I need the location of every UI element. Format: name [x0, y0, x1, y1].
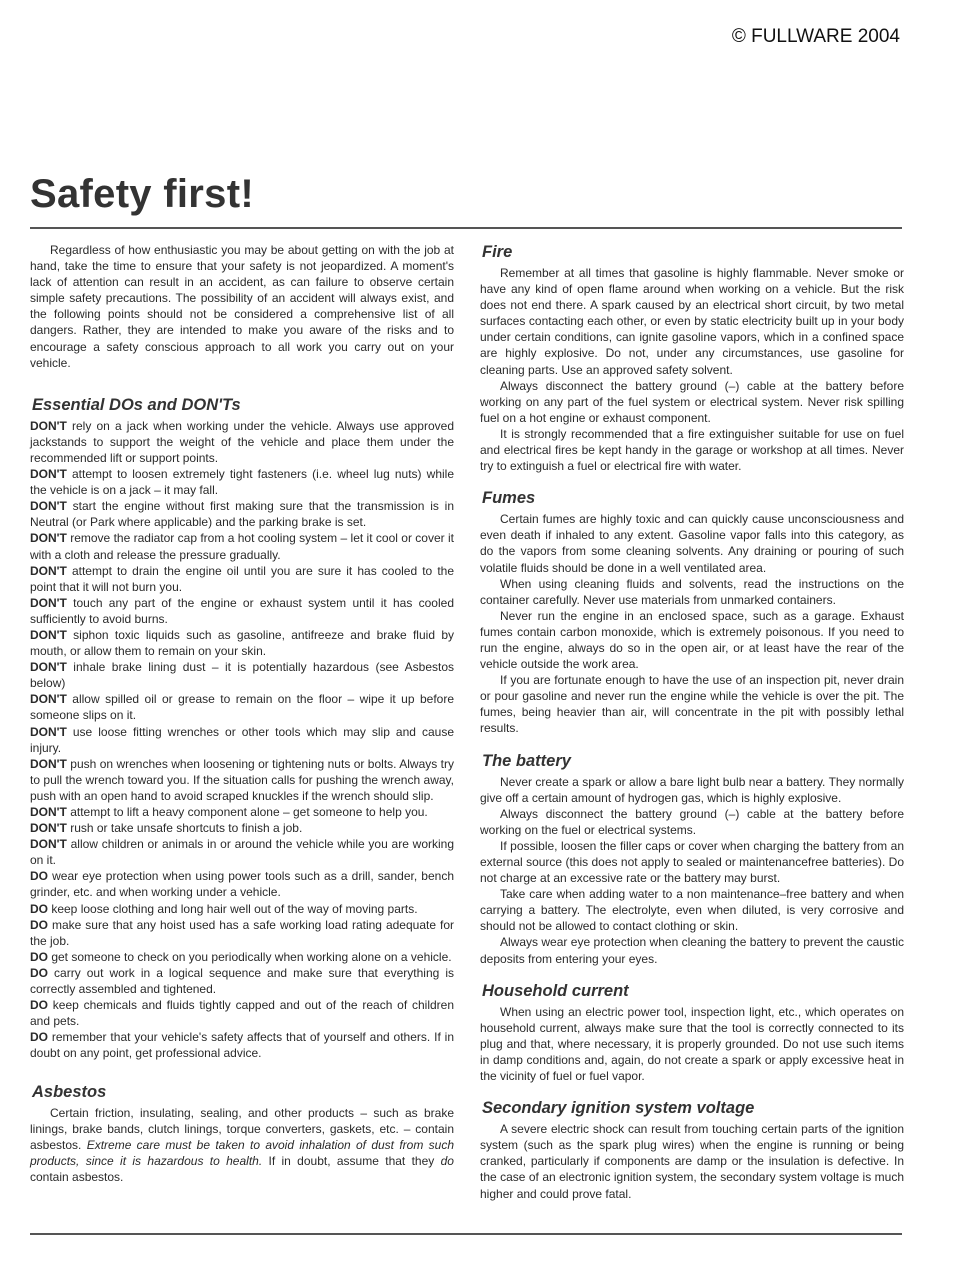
- dos-donts-keyword: DON'T: [30, 821, 67, 836]
- dos-donts-keyword: DON'T: [30, 660, 67, 675]
- dos-donts-keyword: DO: [30, 965, 48, 980]
- dos-donts-text: get someone to check on you periodically when working alone on a vehicle.: [48, 949, 452, 964]
- dos-donts-item: [30, 868, 454, 900]
- dos-donts-keyword: DON'T: [30, 837, 67, 852]
- dos-donts-keyword: DO: [30, 998, 48, 1013]
- body-paragraph: Always wear eye protection when cleaning the battery to prevent the caustic deposits from entering your eyes.: [480, 935, 904, 966]
- fumes-paragraphs: [480, 511, 904, 736]
- household-paragraphs: [480, 1004, 904, 1084]
- dos-donts-item: [30, 563, 454, 595]
- dos-donts-text: carry out work in a logical sequence and make sure that everything is correctly assembled and tightened.: [30, 965, 454, 997]
- dos-donts-text: allow spilled oil or grease to remain on the floor – wipe it up before someone slips on it.: [30, 692, 454, 723]
- footer-divider: [30, 1233, 902, 1235]
- dos-donts-text: inhale brake lining dust – it is potentially hazardous (see Asbestos below): [30, 660, 454, 691]
- section-heading-fumes: Fumes: [482, 489, 536, 508]
- dos-donts-keyword: DON'T: [30, 805, 67, 819]
- asbestos-warning: Extreme care must be taken to avoid inhalation of dust from such products, since it is hazardous to health.: [30, 1137, 454, 1168]
- section-battery: [480, 751, 904, 967]
- body-paragraph: Always disconnect the battery ground (–) cable at the battery before working on any part of the fuel system or electrical system. Never risk spilling fuel on a hot engine or exhaust component.: [480, 378, 904, 425]
- dos-donts-list: [30, 418, 454, 1062]
- body-paragraph: When using an electric power tool, inspection light, etc., which operates on household current, always make sure that the tool is correctly connected to its plug and that, where necessary, it is properly grounded. Do not use such items in damp conditions and, again, do not create a spark or apply excessive heat in the vicinity of fuel or fuel vapor.: [480, 1004, 904, 1084]
- dos-donts-keyword: DON'T: [30, 595, 67, 610]
- dos-donts-text: allow children or animals in or around the vehicle while you are working on it.: [30, 837, 454, 868]
- dos-donts-item: [30, 595, 454, 627]
- body-paragraph: Certain fumes are highly toxic and can quickly cause unconsciousness and even death if inhaled to any extent. Gasoline vapor falls into this category, as do the vapors from some cleaning solvents. Any draining or pouring of such volatile fluids should be done in a well ventilated area.: [480, 512, 904, 575]
- body-paragraph: If possible, loosen the filler caps or cover when charging the battery from an external source (this does not apply to sealed or maintenancefree batteries). Do not charge at an excessive rate or the battery may burst.: [480, 838, 904, 886]
- dos-donts-item: [30, 627, 454, 659]
- section-heading-essential: Essential DOs and DON'Ts: [32, 395, 241, 414]
- dos-donts-text: use loose fitting wrenches or other tools which may slip and cause injury.: [30, 724, 454, 755]
- dos-donts-item: [30, 756, 454, 804]
- dos-donts-item: [30, 724, 454, 756]
- dos-donts-keyword: DON'T: [30, 563, 67, 578]
- body-paragraph: When using cleaning fluids and solvents, read the instructions on the container carefully. Never use materials from unmarked containers.: [480, 576, 904, 607]
- asbestos-emphasis: do: [440, 1153, 454, 1168]
- section-ignition: [480, 1098, 904, 1201]
- section-heading-asbestos: Asbestos: [32, 1082, 107, 1101]
- dos-donts-keyword: DON'T: [30, 499, 67, 514]
- dos-donts-text: attempt to lift a heavy component alone – get someone to help you.: [66, 805, 428, 819]
- body-paragraph: Take care when adding water to a non maintenance–free battery and when carrying a battery. The electrolyte, even when diluted, is very corrosive and should not be allowed to contact clothing or skin.: [480, 887, 904, 934]
- dos-donts-item: [30, 836, 454, 868]
- dos-donts-text: start the engine without first making sure that the transmission is in Neutral (or Park where applicable) and the parking brake is set.: [30, 499, 454, 530]
- dos-donts-item: [30, 997, 454, 1029]
- dos-donts-item: [30, 466, 454, 498]
- asbestos-text-end: contain asbestos.: [30, 1169, 124, 1184]
- body-paragraph: Remember at all times that gasoline is highly flammable. Never smoke or have any kind of open flame around when working on a vehicle. But the risk does not end there. A spark caused by an electrical short circuit, by two metal surfaces contacting each other, or even by static electricity built up in your body under certain conditions, can ignite gasoline vapors, which in a confined space are highly explosive. Do not, under any circumstances, use gasoline for cleaning parts. Use an approved safety solvent.: [480, 266, 904, 377]
- dos-donts-item: [30, 804, 454, 820]
- dos-donts-text: touch any part of the engine or exhaust system until it has cooled sufficiently to avoid burns.: [30, 595, 454, 626]
- dos-donts-text: keep chemicals and fluids tightly capped and out of the reach of children and pets.: [30, 998, 454, 1029]
- dos-donts-keyword: DON'T: [30, 467, 67, 482]
- dos-donts-keyword: DO: [30, 917, 48, 932]
- body-paragraph: A severe electric shock can result from touching certain parts of the ignition system (such as the spark plug wires) when the engine is running or being cranked, particularly if components are damp or the insulation is defective. In the case of an electronic ignition system, the secondary system voltage is much higher and could prove fatal.: [480, 1122, 904, 1201]
- page-title: Safety first!: [30, 172, 254, 216]
- dos-donts-text: push on wrenches when loosening or tightening nuts or bolts. Always try to pull the wrench toward you. If the situation calls for pushing the wrench away, push with an open hand to avoid scraped knuckles if the wrench should slip.: [30, 756, 454, 803]
- intro-paragraph: Regardless of how enthusiastic you may be about getting on with the job at hand, take the time to ensure that your safety is not jeopardized. A moment's lack of attention can result in an accident, as can failure to observe certain simple safety precautions. The possibility of an accident will always exist, and the following points should not be considered a comprehensive list of all dangers. Rather, they are intended to make you aware of the risks and to encourage a safety conscious approach to all work you carry out on your vehicle.: [30, 243, 454, 370]
- dos-donts-keyword: DON'T: [30, 724, 67, 739]
- dos-donts-text: make sure that any hoist used has a safe working load rating adequate for the job.: [30, 917, 454, 948]
- body-paragraph: It is strongly recommended that a fire extinguisher suitable for use on fuel and electrical fires be kept handy in the garage or workshop at all times. Never try to extinguish a fuel or electrical fire with water.: [480, 426, 904, 474]
- dos-donts-text: siphon toxic liquids such as gasoline, antifreeze and brake fluid by mouth, or allow them to remain on your skin.: [30, 627, 454, 659]
- dos-donts-item: [30, 917, 454, 949]
- ignition-paragraphs: [480, 1121, 904, 1201]
- right-column: [480, 242, 904, 1216]
- body-paragraph: Never create a spark or allow a bare light bulb near a battery. They normally give off a certain amount of hydrogen gas, which is highly explosive.: [480, 774, 904, 805]
- dos-donts-text: attempt to drain the engine oil until you are sure it has cooled to the point that it will not burn you.: [30, 563, 454, 594]
- dos-donts-item: [30, 498, 454, 530]
- dos-donts-keyword: DON'T: [30, 418, 67, 433]
- dos-donts-keyword: DO: [30, 949, 48, 964]
- body-paragraph: If you are fortunate enough to have the use of an inspection pit, never drain or pour gasoline and never run the engine while the vehicle is over the pit. The fumes, being heavier than air, will concentrate in the pit with possibly lethal results.: [480, 673, 904, 736]
- dos-donts-item: [30, 820, 454, 836]
- copyright-notice: © FULLWARE 2004: [731, 26, 900, 47]
- dos-donts-text: rush or take unsafe shortcuts to finish a job.: [66, 821, 303, 836]
- dos-donts-keyword: DO: [30, 901, 48, 916]
- dos-donts-item: [30, 530, 454, 562]
- dos-donts-text: attempt to loosen extremely tight fasteners (i.e. wheel lug nuts) while the vehicle is on a jack – it may fall.: [30, 467, 454, 498]
- dos-donts-item: [30, 418, 454, 466]
- section-heading-ignition: Secondary ignition system voltage: [482, 1099, 755, 1118]
- dos-donts-item: [30, 1029, 454, 1061]
- dos-donts-text: keep loose clothing and long hair well out of the way of moving parts.: [48, 901, 418, 916]
- section-fire: [480, 242, 904, 474]
- section-essential: [30, 395, 454, 1062]
- section-asbestos: [30, 1082, 454, 1185]
- dos-donts-keyword: DO: [30, 869, 48, 884]
- dos-donts-keyword: DON'T: [30, 627, 67, 642]
- asbestos-text-after: If in doubt, assume that they: [262, 1153, 441, 1168]
- dos-donts-keyword: DON'T: [30, 756, 67, 771]
- asbestos-paragraph: [30, 1105, 454, 1185]
- dos-donts-item: [30, 659, 454, 691]
- dos-donts-keyword: DON'T: [30, 692, 67, 707]
- section-heading-fire: Fire: [482, 243, 513, 261]
- dos-donts-text: remove the radiator cap from a hot cooling system – let it cool or cover it with a cloth and release the pressure gradually.: [30, 531, 454, 562]
- fire-paragraphs: [480, 265, 904, 474]
- dos-donts-text: wear eye protection when using power tools such as a drill, sander, bench grinder, etc. and when working under a vehicle.: [30, 869, 454, 900]
- dos-donts-text: rely on a jack when working under the vehicle. Always use approved jackstands to support the weight of the vehicle and place them under the recommended lift or support points.: [30, 418, 454, 465]
- dos-donts-item: [30, 965, 454, 997]
- body-paragraph: Always disconnect the battery ground (–) cable at the battery before working on the fuel or electrical systems.: [480, 806, 904, 837]
- dos-donts-item: [30, 691, 454, 723]
- dos-donts-item: [30, 901, 454, 917]
- section-household: [480, 981, 904, 1084]
- body-paragraph: Never run the engine in an enclosed space, such as a garage. Exhaust fumes contain carbon monoxide, which is extremely poisonous. If you need to run the engine, always do so in the open air, or at least have the rear of the vehicle outside the work area.: [480, 608, 904, 672]
- dos-donts-item: [30, 949, 454, 965]
- asbestos-text: Certain friction, insulating, sealing, and other products – such as brake linings, brake bands, clutch linings, torque converters, gaskets, etc. – contain asbestos.: [30, 1105, 454, 1152]
- section-fumes: [480, 488, 904, 736]
- section-heading-household: Household current: [482, 981, 629, 1000]
- battery-paragraphs: [480, 774, 904, 967]
- dos-donts-text: remember that your vehicle's safety affects that of yourself and others. If in doubt on any point, get professional advice.: [30, 1030, 454, 1061]
- dos-donts-keyword: DO: [30, 1030, 48, 1045]
- left-column: [30, 242, 454, 1199]
- dos-donts-keyword: DON'T: [30, 531, 67, 546]
- title-divider: [30, 227, 902, 229]
- section-heading-battery: The battery: [482, 751, 571, 770]
